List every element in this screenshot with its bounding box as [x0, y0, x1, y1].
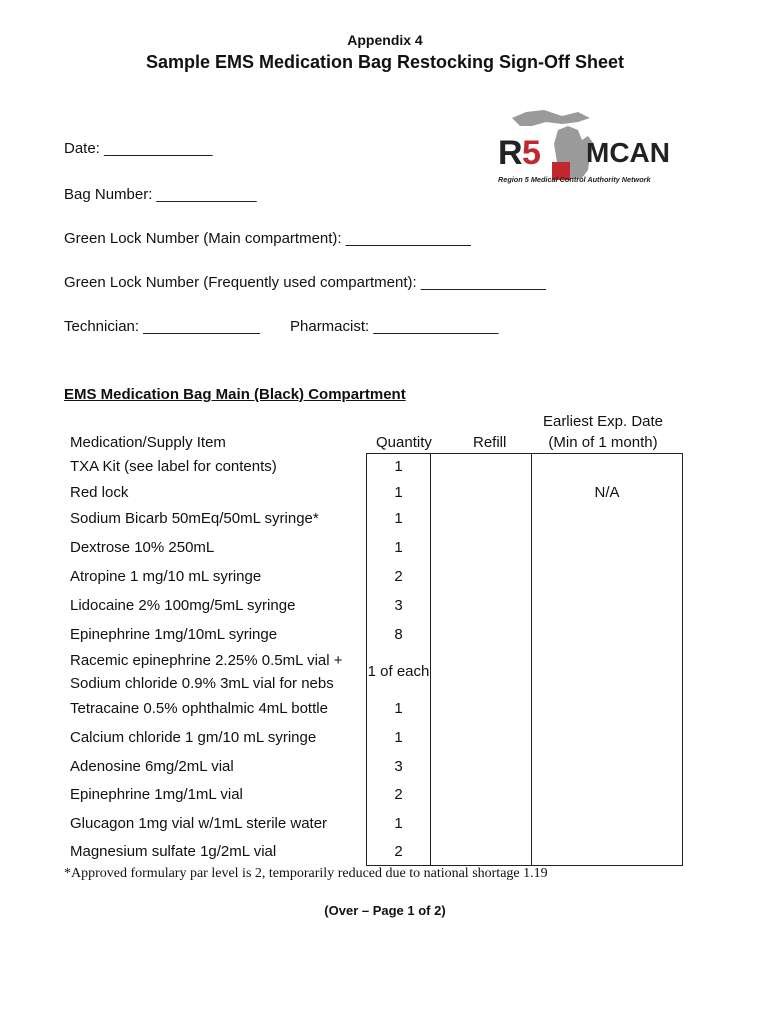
logo-five-text: 5 — [522, 134, 541, 172]
refill-cell — [431, 781, 532, 809]
item-cell: Calcium chloride 1 gm/10 mL syringe — [70, 728, 317, 746]
quantity-cell: 1 — [367, 533, 431, 562]
item-line-2: Sodium chloride 0.9% 3mL vial for nebs — [70, 674, 334, 692]
refill-cell — [431, 454, 532, 480]
logo-name-text: MCAN — [586, 137, 670, 168]
exp-cell — [532, 752, 683, 781]
exp-cell — [532, 781, 683, 809]
item-cell: Epinephrine 1mg/10mL syringe — [70, 625, 278, 643]
table-row — [64, 533, 683, 562]
refill-cell — [431, 505, 532, 533]
refill-cell — [431, 480, 532, 505]
quantity-cell: 1 — [367, 505, 431, 533]
item-cell: Lidocaine 2% 100mg/5mL syringe — [70, 596, 296, 614]
table-row — [64, 838, 683, 866]
item-cell: Sodium Bicarb 50mEq/50mL syringe* — [70, 510, 319, 527]
item-cell: Atropine 1 mg/10 mL syringe — [70, 567, 262, 585]
item-cell: Magnesium sulfate 1g/2mL vial — [70, 843, 277, 860]
table-row — [64, 649, 683, 695]
exp-cell — [532, 838, 683, 866]
table-row — [64, 505, 683, 533]
exp-cell — [532, 809, 683, 838]
logo-subtitle-text: Region 5 Medical Control Authority Network — [498, 175, 651, 184]
exp-cell — [532, 454, 683, 480]
table-row — [64, 454, 683, 480]
page-indicator: (Over – Page 1 of 2) — [324, 903, 446, 918]
item-cell: Adenosine 6mg/2mL vial — [70, 757, 234, 775]
refill-cell — [431, 620, 532, 649]
quantity-cell: 1 — [367, 723, 431, 752]
exp-cell — [532, 533, 683, 562]
quantity-cell: 2 — [367, 838, 431, 866]
table-row — [64, 620, 683, 649]
logo-r-text: R — [498, 134, 523, 172]
refill-cell — [431, 723, 532, 752]
quantity-cell: 3 — [367, 591, 431, 620]
item-cell: Tetracaine 0.5% ophthalmic 4mL bottle — [70, 700, 328, 717]
exp-cell — [532, 649, 683, 695]
item-cell: Glucagon 1mg vial w/1mL sterile water — [70, 814, 328, 832]
refill-cell — [431, 695, 532, 723]
item-cell: TXA Kit (see label for contents) — [70, 458, 277, 475]
date-field: Date: _____________ — [64, 140, 213, 157]
green-lock-main-field: Green Lock Number (Main compartment): _______________ — [64, 230, 471, 247]
table-row — [64, 695, 683, 723]
col-header-exp-line2: (Min of 1 month) — [548, 434, 658, 451]
refill-cell — [431, 591, 532, 620]
quantity-cell: 1 — [367, 695, 431, 723]
section-title: EMS Medication Bag Main (Black) Compartment — [64, 386, 406, 403]
quantity-cell: 1 — [367, 480, 431, 505]
table-row — [64, 562, 683, 591]
exp-cell — [532, 505, 683, 533]
table-row — [64, 752, 683, 781]
medication-table — [64, 453, 683, 866]
item-line-1: Racemic epinephrine 2.25% 0.5mL vial + — [70, 651, 343, 669]
table-row — [64, 723, 683, 752]
refill-cell — [431, 533, 532, 562]
col-header-exp-line1: Earliest Exp. Date — [542, 413, 664, 430]
refill-cell — [431, 752, 532, 781]
refill-cell — [431, 809, 532, 838]
item-cell: Red lock — [70, 483, 129, 501]
exp-cell — [532, 620, 683, 649]
exp-cell — [532, 591, 683, 620]
quantity-cell: 2 — [367, 781, 431, 809]
item-cell — [64, 649, 367, 695]
table-row — [64, 781, 683, 809]
item-cell: Epinephrine 1mg/1mL vial — [70, 786, 243, 803]
quantity-cell: 2 — [367, 562, 431, 591]
quantity-cell: 3 — [367, 752, 431, 781]
item-cell: Dextrose 10% 250mL — [70, 538, 215, 556]
col-header-item: Medication/Supply Item — [70, 434, 226, 451]
refill-cell — [431, 649, 532, 695]
footnote: *Approved formulary par level is 2, temporarily reduced due to national shortage 1.19 — [64, 866, 548, 881]
exp-cell: N/A — [532, 480, 683, 505]
refill-cell — [431, 562, 532, 591]
exp-cell — [532, 695, 683, 723]
quantity-cell: 8 — [367, 620, 431, 649]
col-header-refill: Refill — [473, 434, 507, 451]
technician-field: Technician: ______________ — [64, 318, 261, 335]
page-title: Sample EMS Medication Bag Restocking Sign-Off Sheet — [145, 52, 625, 72]
table-row — [64, 480, 683, 505]
quantity-cell: 1 — [367, 454, 431, 480]
exp-cell — [532, 562, 683, 591]
green-lock-frequent-field: Green Lock Number (Frequently used compartment): _______________ — [64, 274, 546, 291]
appendix-label: Appendix 4 — [347, 32, 423, 48]
col-header-quantity: Quantity — [376, 434, 432, 451]
table-row — [64, 591, 683, 620]
michigan-map-icon — [492, 104, 677, 188]
table-row — [64, 809, 683, 838]
pharmacist-field: Pharmacist: _______________ — [290, 318, 499, 335]
exp-cell — [532, 723, 683, 752]
r5mcan-logo — [492, 104, 677, 188]
quantity-cell: 1 — [367, 809, 431, 838]
refill-cell — [431, 838, 532, 866]
bag-number-field: Bag Number: ____________ — [64, 186, 257, 203]
quantity-cell: 1 of each — [367, 649, 431, 695]
